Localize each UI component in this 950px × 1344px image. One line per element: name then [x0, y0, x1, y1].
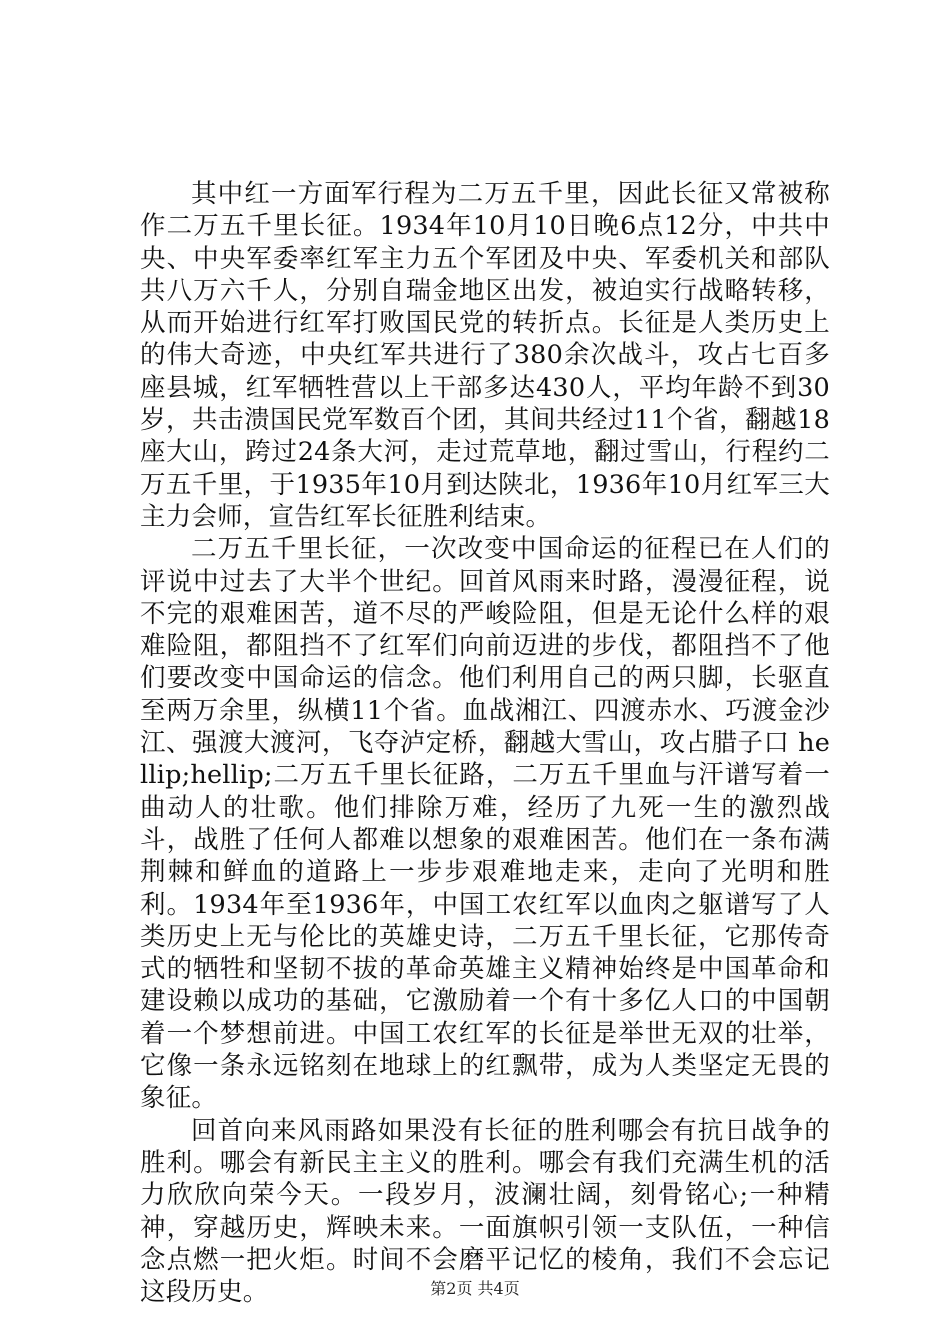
- body-text: [140, 178, 830, 1308]
- paragraph-1: 其中红一方面军行程为二万五千里，因此长征又常被称作二万五千里长征。1934年10月10日晚6点12分，中共中央、中央军委率红军主力五个军团及中央、军委机关和部队共八万六千人，分别自瑞金地区出发，被迫实行战略转移，从而开始进行红军打败国民党的转折点。长征是人类历史上的伟大奇迹，中央红军共进行了380余次战斗，攻占七百多座县城，红军牺牲营以上干部多达430人，平均年龄不到30岁，共击溃国民党军数百个团，其间共经过11个省，翻越18座大山，跨过24条大河，走过荒草地，翻过雪山，行程约二万五千里，于1935年10月到达陕北，1936年10月红军三大主力会师，宣告红军长征胜利结束。: [140, 179, 830, 532]
- page-footer: 第2页 共4页: [430, 1279, 520, 1298]
- paragraph-2: 二万五千里长征，一次改变中国命运的征程已在人们的评说中过去了大半个世纪。回首风雨来时路，漫漫征程，说不完的艰难困苦，道不尽的严峻险阻，但是无论什么样的艰难险阻，都阻挡不了红军们向前迈进的步伐，都阻挡不了他们要改变中国命运的信念。他们利用自己的两只脚，长驱直至两万余里，纵横11个省。血战湘江、四渡赤水、巧渡金沙江、强渡大渡河，飞夺泸定桥，翻越大雪山，攻占腊子口 hellip;hellip;二万五千里长征路，二万五千里血与汗谱写着一曲动人的壮歌。他们排除万难，经历了九死一生的激烈战斗，战胜了任何人都难以想象的艰难困苦。他们在一条布满荆棘和鲜血的道路上一步步艰难地走来，走向了光明和胜利。1934年至1936年，中国工农红军以血肉之躯谱写了人类历史上无与伦比的英雄史诗，二万五千里长征，它那传奇式的牺牲和坚韧不拔的革命英雄主义精神始终是中国革命和建设赖以成功的基础，它激励着一个有十多亿人口的中国朝着一个梦想前进。中国工农红军的长征是举世无双的壮举，它像一条永远铭刻在地球上的红飘带，成为人类坚定无畏的象征。: [140, 534, 830, 1114]
- paragraph-3: 回首向来风雨路如果没有长征的胜利哪会有抗日战争的胜利。哪会有新民主主义的胜利。哪会有我们充满生机的活力欣欣向荣今天。一段岁月，波澜壮阔，刻骨铭心;一种精神，穿越历史，辉映未来。一面旗帜引领一支队伍，一种信念点燃一把火炬。时间不会磨平记忆的棱角，我们不会忘记这段历史。: [140, 1115, 830, 1308]
